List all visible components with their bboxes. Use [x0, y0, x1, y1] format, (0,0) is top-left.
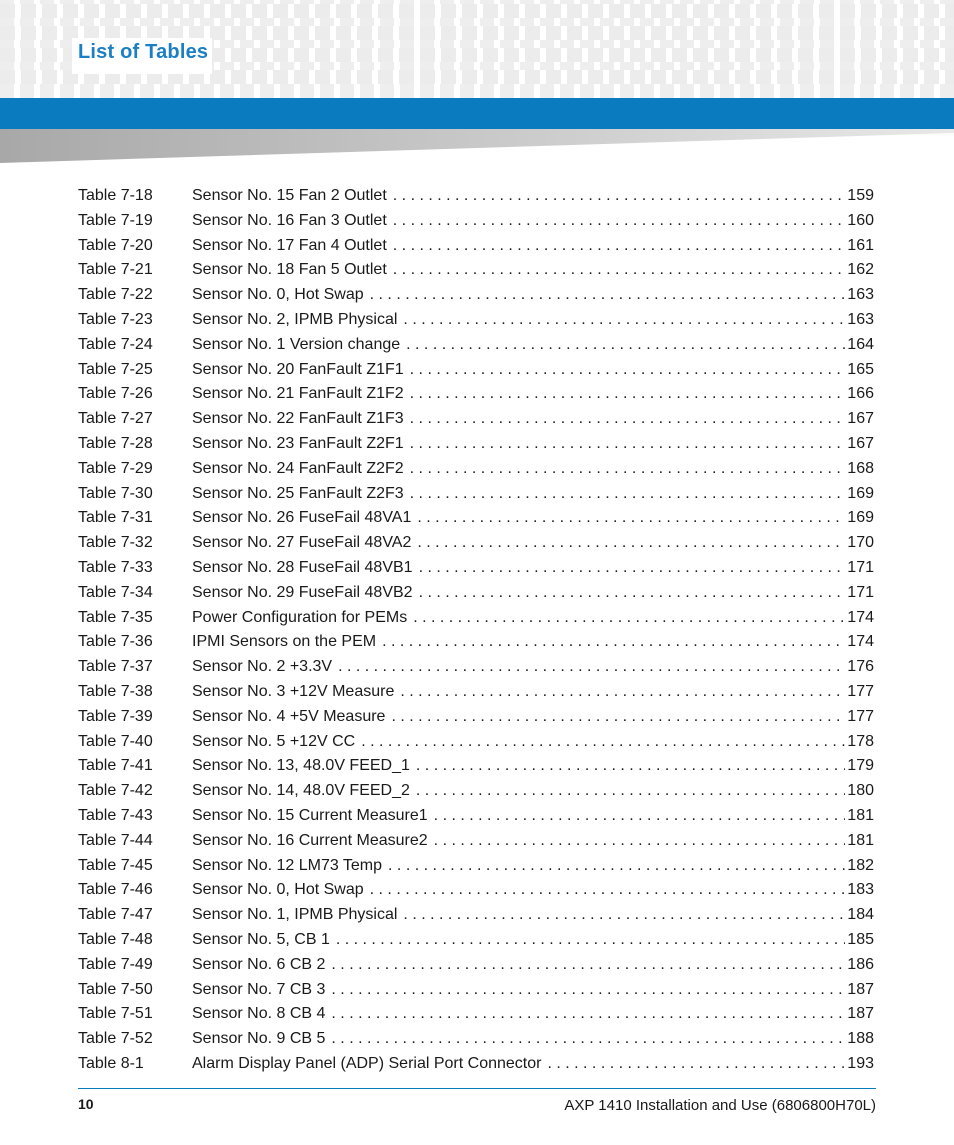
page-title: List of Tables: [78, 41, 209, 63]
toc-entry-label: Table 7-34: [78, 583, 153, 601]
toc-entry[interactable]: [78, 829, 874, 854]
toc-entry-title: Sensor No. 1 Version change: [192, 335, 401, 353]
dot-leader: [406, 333, 845, 358]
toc-entry[interactable]: [78, 258, 874, 283]
toc-entry-title: Sensor No. 14, 48.0V FEED_2: [192, 782, 410, 800]
toc-entry-title: Sensor No. 7 CB 3: [192, 980, 326, 998]
document-title: AXP 1410 Installation and Use (6806800H70L): [564, 1097, 876, 1114]
toc-entry-label: Table 7-19: [78, 211, 153, 229]
toc-entry[interactable]: [78, 1027, 874, 1052]
toc-entry[interactable]: [78, 1052, 874, 1077]
toc-entry[interactable]: [78, 804, 874, 829]
toc-entry-page: 180: [847, 782, 874, 800]
toc-entry[interactable]: [78, 630, 874, 655]
dot-leader: [419, 556, 846, 581]
dot-leader: [336, 928, 845, 953]
toc-entry[interactable]: [78, 978, 874, 1003]
toc-entry-page: 166: [847, 385, 874, 403]
toc-entry-page: 177: [847, 707, 874, 725]
toc-entry-title: Sensor No. 28 FuseFail 48VB1: [192, 558, 413, 576]
toc-entry[interactable]: [78, 556, 874, 581]
toc-entry-label: Table 7-32: [78, 534, 153, 552]
toc-entry-title: Sensor No. 22 FanFault Z1F3: [192, 410, 404, 428]
toc-entry-page: 184: [847, 906, 874, 924]
toc-entry[interactable]: [78, 903, 874, 928]
toc-entry-page: 164: [847, 335, 874, 353]
toc-entry[interactable]: [78, 854, 874, 879]
dot-leader: [400, 680, 845, 705]
dot-leader: [370, 878, 846, 903]
toc-entry-label: Table 7-48: [78, 930, 153, 948]
toc-entry-page: 160: [847, 211, 874, 229]
toc-entry-page: 177: [847, 682, 874, 700]
toc-entry-label: Table 7-22: [78, 286, 153, 304]
toc-entry-label: Table 7-23: [78, 310, 153, 328]
dot-leader: [388, 854, 845, 879]
toc-entry-page: 178: [847, 732, 874, 750]
toc-entry-title: Sensor No. 20 FanFault Z1F1: [192, 360, 404, 378]
toc-entry[interactable]: [78, 606, 874, 631]
toc-entry-label: Table 7-45: [78, 856, 153, 874]
toc-entry-page: 170: [847, 534, 874, 552]
toc-entry[interactable]: [78, 928, 874, 953]
toc-entry-label: Table 7-18: [78, 187, 153, 204]
toc-entry[interactable]: [78, 407, 874, 432]
dot-leader: [417, 506, 845, 531]
dot-leader: [382, 630, 845, 655]
dot-leader: [547, 1052, 845, 1077]
toc-entry-page: 174: [847, 633, 874, 651]
toc-entry-label: Table 7-28: [78, 434, 153, 452]
toc-entry[interactable]: [78, 184, 874, 209]
toc-entry-page: 171: [847, 583, 874, 601]
dot-leader: [413, 606, 845, 631]
toc-entry-title: Sensor No. 16 Fan 3 Outlet: [192, 211, 387, 229]
header-wedge: [0, 129, 954, 163]
toc-entry-page: 185: [847, 930, 874, 948]
dot-leader: [403, 308, 845, 333]
toc-entry[interactable]: [78, 283, 874, 308]
toc-entry[interactable]: [78, 457, 874, 482]
toc-entry-page: 179: [847, 757, 874, 775]
toc-entry-title: Sensor No. 0, Hot Swap: [192, 286, 364, 304]
toc-entry-label: Table 7-31: [78, 509, 153, 527]
toc-entry[interactable]: [78, 1002, 874, 1027]
toc-entry-page: 165: [847, 360, 874, 378]
toc-entry[interactable]: [78, 680, 874, 705]
toc-entry-page: 168: [847, 459, 874, 477]
toc-entry-page: 183: [847, 881, 874, 899]
dot-leader: [393, 258, 846, 283]
toc-entry-title: Sensor No. 6 CB 2: [192, 955, 326, 973]
toc-entry[interactable]: [78, 531, 874, 556]
toc-entry[interactable]: [78, 655, 874, 680]
toc-entry-title: Sensor No. 26 FuseFail 48VA1: [192, 509, 412, 527]
pattern-row: [0, 4, 954, 18]
toc-entry-label: Table 7-33: [78, 558, 153, 576]
toc-entry-page: 187: [847, 980, 874, 998]
toc-entry-label: Table 7-46: [78, 881, 153, 899]
toc-entry[interactable]: [78, 878, 874, 903]
toc-entry-page: 171: [847, 558, 874, 576]
toc-entry-label: Table 7-30: [78, 484, 153, 502]
toc-entry[interactable]: [78, 333, 874, 358]
toc-entry-page: 163: [847, 286, 874, 304]
toc-entry-title: Sensor No. 27 FuseFail 48VA2: [192, 534, 412, 552]
toc-entry[interactable]: [78, 754, 874, 779]
toc-entry-title: Sensor No. 13, 48.0V FEED_1: [192, 757, 410, 775]
toc-entry-label: Table 7-27: [78, 410, 153, 428]
toc-entry[interactable]: [78, 779, 874, 804]
toc-entry-page: 193: [847, 1054, 874, 1072]
toc-entry-page: 182: [847, 856, 874, 874]
toc-entry-label: Table 7-44: [78, 831, 153, 849]
toc-entry-page: 169: [847, 484, 874, 502]
toc-entry-label: Table 7-26: [78, 385, 153, 403]
toc-entry[interactable]: [78, 730, 874, 755]
toc-entry-label: Table 7-51: [78, 1005, 153, 1023]
toc-entry-label: Table 7-25: [78, 360, 153, 378]
toc-entry[interactable]: [78, 358, 874, 383]
toc-entry-label: Table 7-42: [78, 782, 153, 800]
toc-entry-label: Table 7-20: [78, 236, 153, 254]
dot-leader: [410, 482, 846, 507]
toc-entry-page: 169: [847, 509, 874, 527]
dot-leader: [416, 779, 845, 804]
footer-rule: [78, 1088, 876, 1089]
header-band: [0, 98, 954, 129]
dot-leader: [416, 754, 845, 779]
toc-entry-label: Table 7-29: [78, 459, 153, 477]
toc-entry[interactable]: [78, 482, 874, 507]
toc-entry-title: Sensor No. 17 Fan 4 Outlet: [192, 236, 387, 254]
toc-entry-title: IPMI Sensors on the PEM: [192, 633, 377, 651]
dot-leader: [410, 407, 846, 432]
toc-entry-label: Table 7-41: [78, 757, 153, 775]
toc-entry[interactable]: [78, 506, 874, 531]
toc-entry-title: Sensor No. 18 Fan 5 Outlet: [192, 261, 387, 279]
toc-entry-label: Table 7-40: [78, 732, 153, 750]
toc-entry-page: 174: [847, 608, 874, 626]
toc-entry-page: 186: [847, 955, 874, 973]
toc-entry-label: Table 8-1: [78, 1054, 144, 1072]
toc-entry[interactable]: [78, 432, 874, 457]
toc-entry[interactable]: [78, 382, 874, 407]
dot-leader: [361, 730, 845, 755]
toc-entry-title: Power Configuration for PEMs: [192, 608, 408, 626]
toc-entry-title: Sensor No. 0, Hot Swap: [192, 881, 364, 899]
toc-entry[interactable]: [78, 234, 874, 259]
toc-entry-page: 161: [847, 236, 874, 254]
dot-leader: [331, 1027, 845, 1052]
dot-leader: [393, 209, 846, 234]
toc-entry-label: Table 7-38: [78, 682, 153, 700]
dot-leader: [331, 978, 845, 1003]
dot-leader: [410, 457, 846, 482]
toc-entry-title: Sensor No. 21 FanFault Z1F2: [192, 385, 404, 403]
toc-entry[interactable]: [78, 308, 874, 333]
toc-entry-label: Table 7-35: [78, 608, 153, 626]
toc-entry-title: Sensor No. 15 Current Measure1: [192, 806, 428, 824]
toc-entry-label: Table 7-47: [78, 906, 153, 924]
toc-entry-page: 187: [847, 1005, 874, 1023]
dot-leader: [419, 581, 846, 606]
toc-entry-label: Table 7-50: [78, 980, 153, 998]
dot-leader: [393, 184, 846, 209]
toc-entry-label: Table 7-52: [78, 1030, 153, 1048]
toc-entry-title: Sensor No. 5, CB 1: [192, 930, 330, 948]
toc-entry-title: Alarm Display Panel (ADP) Serial Port Connector: [192, 1054, 542, 1072]
toc-entry-title: Sensor No. 9 CB 5: [192, 1030, 326, 1048]
toc-entry-page: 181: [847, 806, 874, 824]
toc-entry-title: Sensor No. 2 +3.3V: [192, 658, 333, 676]
dot-leader: [434, 829, 846, 854]
toc-entry-page: 163: [847, 310, 874, 328]
toc-entry-page: 159: [847, 187, 874, 204]
dot-leader: [410, 382, 846, 407]
dot-leader: [391, 705, 845, 730]
dot-leader: [331, 953, 845, 978]
toc-entry-title: Sensor No. 24 FanFault Z2F2: [192, 459, 404, 477]
toc-entry-title: Sensor No. 5 +12V CC: [192, 732, 356, 750]
toc-entry-page: 162: [847, 261, 874, 279]
toc-entry-title: Sensor No. 12 LM73 Temp: [192, 856, 383, 874]
dot-leader: [417, 531, 845, 556]
dot-leader: [393, 234, 846, 259]
toc-entry-page: 167: [847, 410, 874, 428]
toc-entry[interactable]: [78, 705, 874, 730]
dot-leader: [338, 655, 845, 680]
list-of-tables: [78, 184, 874, 1077]
toc-entry[interactable]: [78, 209, 874, 234]
toc-entry-title: Sensor No. 3 +12V Measure: [192, 682, 395, 700]
dot-leader: [331, 1002, 845, 1027]
toc-entry[interactable]: [78, 581, 874, 606]
toc-entry-title: Sensor No. 29 FuseFail 48VB2: [192, 583, 413, 601]
toc-entry-page: 188: [847, 1030, 874, 1048]
toc-entry-label: Table 7-49: [78, 955, 153, 973]
dot-leader: [403, 903, 845, 928]
page-number: 10: [78, 1096, 94, 1112]
dot-leader: [410, 358, 846, 383]
toc-entry-title: Sensor No. 16 Current Measure2: [192, 831, 428, 849]
toc-entry-title: Sensor No. 15 Fan 2 Outlet: [192, 187, 387, 204]
toc-entry[interactable]: [78, 953, 874, 978]
toc-entry-page: 167: [847, 434, 874, 452]
toc-entry-label: Table 7-37: [78, 658, 153, 676]
dot-leader: [410, 432, 846, 457]
dot-leader: [434, 804, 846, 829]
toc-entry-label: Table 7-21: [78, 261, 153, 279]
toc-entry-title: Sensor No. 4 +5V Measure: [192, 707, 386, 725]
toc-entry-title: Sensor No. 8 CB 4: [192, 1005, 326, 1023]
toc-entry-title: Sensor No. 23 FanFault Z2F1: [192, 434, 404, 452]
toc-entry-page: 176: [847, 658, 874, 676]
toc-entry-title: Sensor No. 2, IPMB Physical: [192, 310, 398, 328]
toc-entry-label: Table 7-24: [78, 335, 153, 353]
toc-entry-label: Table 7-43: [78, 806, 153, 824]
toc-entry-page: 181: [847, 831, 874, 849]
toc-entry-title: Sensor No. 1, IPMB Physical: [192, 906, 398, 924]
toc-entry-title: Sensor No. 25 FanFault Z2F3: [192, 484, 404, 502]
toc-entry-label: Table 7-39: [78, 707, 153, 725]
toc-entry-label: Table 7-36: [78, 633, 153, 651]
dot-leader: [370, 283, 846, 308]
